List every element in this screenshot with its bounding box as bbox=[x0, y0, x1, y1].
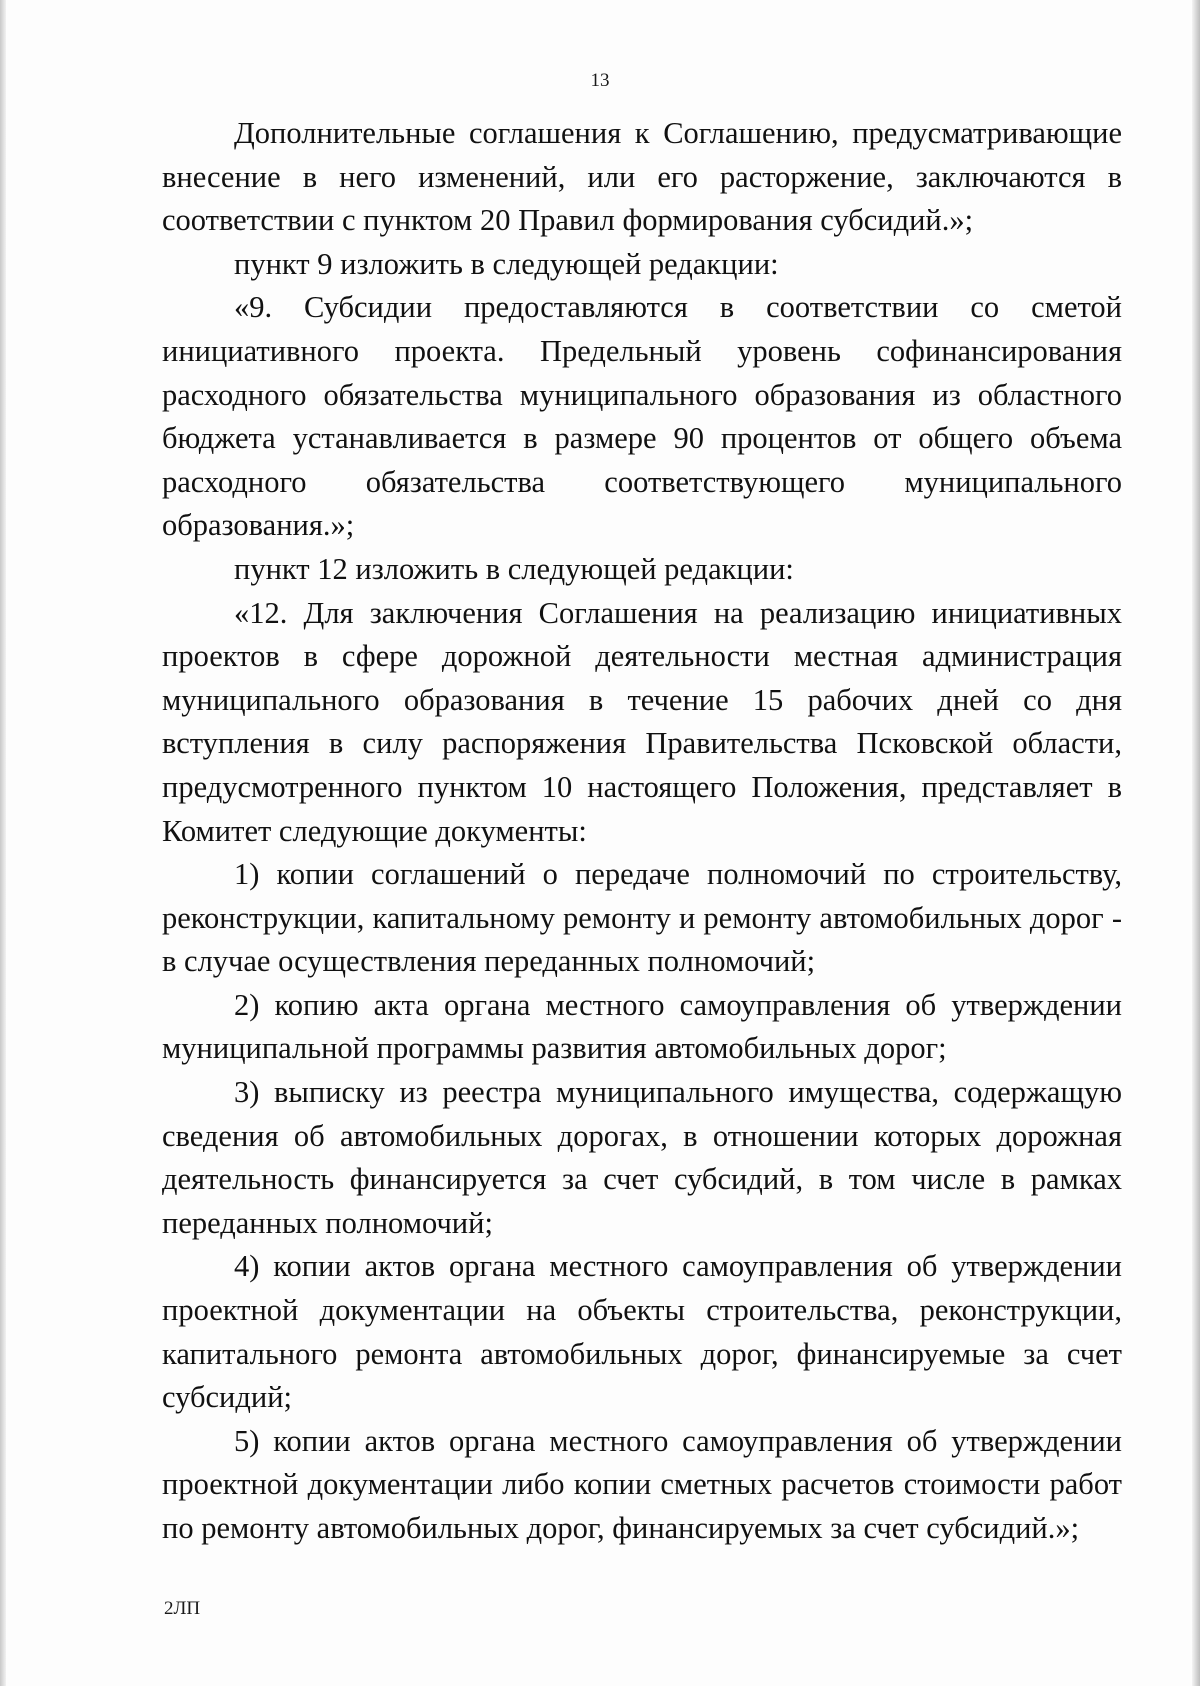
footer-code: 2ЛП bbox=[164, 1598, 201, 1619]
paragraph-item-12-text: «12. Для заключения Соглашения на реализацию инициативных проектов в сфере дорожной деятельности местная администрация муниципального образования в течение 15 рабочих дней со дня вступления в силу распоряжения Правительства Псковской области, предусмотренного пунктом 10 настоящего Положения, представляет в Комитет следующие документы: bbox=[162, 595, 1122, 848]
scan-edge-right bbox=[1192, 0, 1200, 1686]
list-item-3: 3) выписку из реестра муниципального имущества, содержащую сведения об автомобильных дорогах, в отношении которых дорожная деятельность финансируется за счет субсидий, в том числе в рамках переданных полномочий; bbox=[162, 1075, 1122, 1240]
list-item-1: 1) копии соглашений о передаче полномочий по строительству, реконструкции, капитальному ремонту и ремонту автомобильных дорог - в случае осуществления переданных полномочий; bbox=[162, 857, 1122, 979]
paragraph-item-12-intro: пункт 12 изложить в следующей редакции: bbox=[234, 551, 794, 586]
document-body bbox=[162, 112, 1122, 1551]
paragraph-additional-agreements: Дополнительные соглашения к Соглашению, предусматривающие внесение в него изменений, или его расторжение, заключаются в соответствии с пунктом 20 Правил формирования субсидий.»; bbox=[162, 116, 1122, 238]
paragraph-item-9-text: «9. Субсидии предоставляются в соответствии со сметой инициативного проекта. Предельный уровень софинансирования расходного обязательства муниципального образования из областного бюджета устанавливается в размере 90 процентов от общего объема расходного обязательства соответствующего муниципального образования.»; bbox=[162, 290, 1122, 543]
list-item-4: 4) копии актов органа местного самоуправления об утверждении проектной документации на объекты строительства, реконструкции, капитального ремонта автомобильных дорог, финансируемые за счет субсидий; bbox=[162, 1249, 1122, 1415]
paragraph-item-9-intro: пункт 9 изложить в следующей редакции: bbox=[234, 246, 779, 281]
list-item-2: 2) копию акта органа местного самоуправления об утверждении муниципальной программы развития автомобильных дорог; bbox=[162, 987, 1122, 1066]
page-number: 13 bbox=[590, 70, 610, 91]
list-item-5: 5) копии актов органа местного самоуправления об утверждении проектной документации либо копии сметных расчетов стоимости работ по ремонту автомобильных дорог, финансируемых за счет субсидий.»; bbox=[162, 1423, 1122, 1545]
scan-edge-left bbox=[0, 0, 6, 1686]
